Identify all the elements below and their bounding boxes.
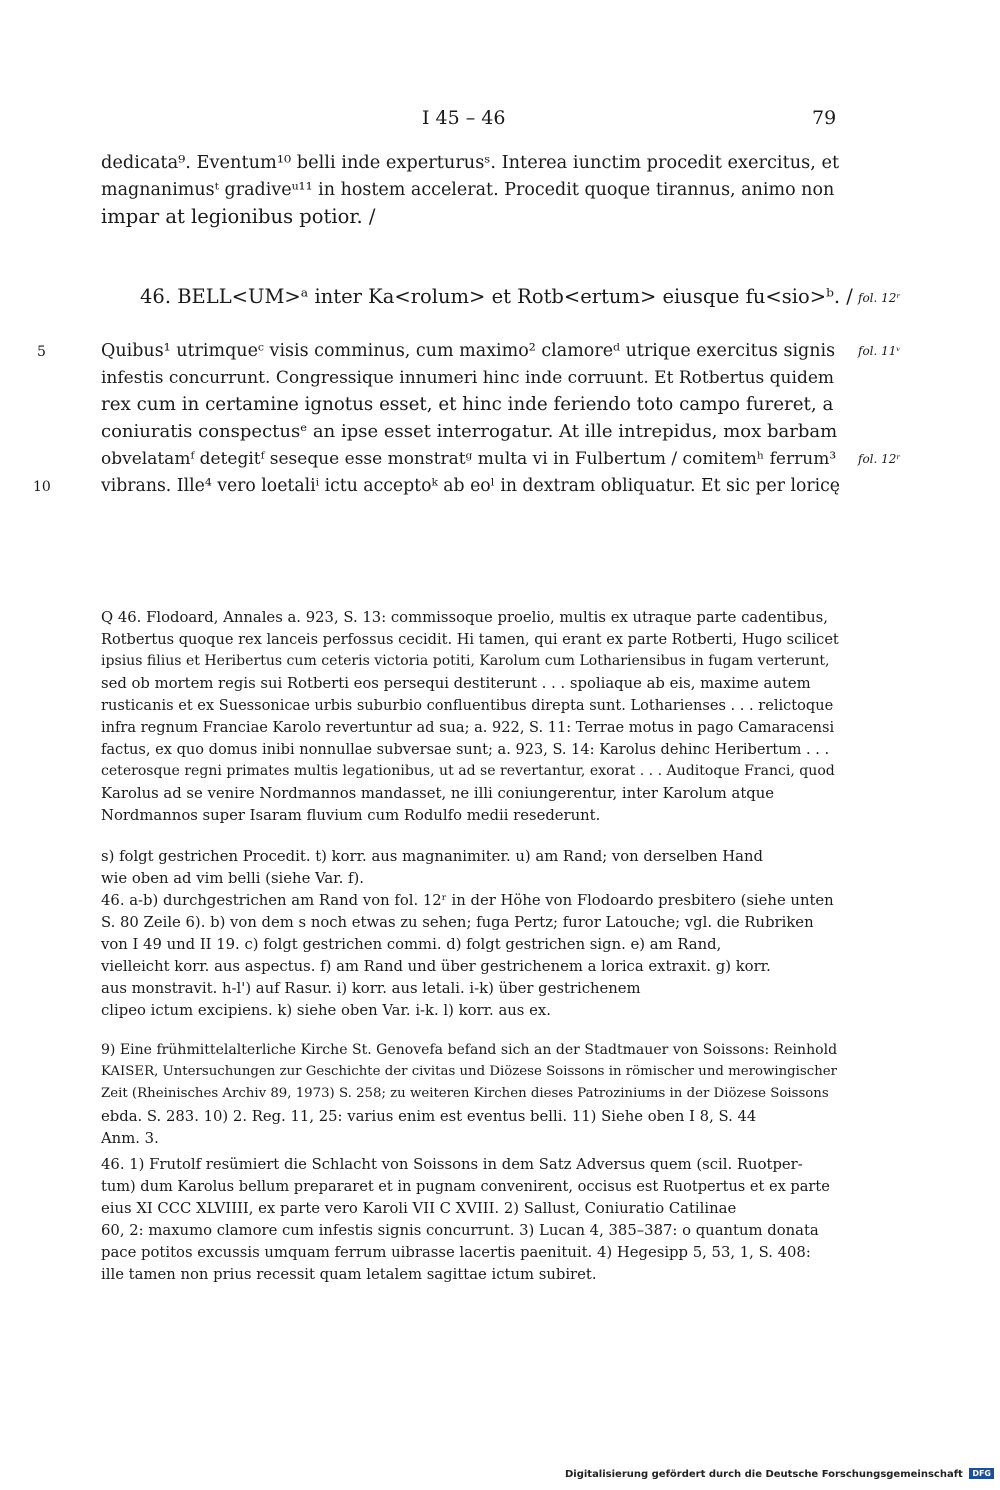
line-number: 5: [37, 344, 46, 360]
text-line: rex cum in certamine ignotus esset, et hinc inde feriendo toto campo fureret, a: [101, 394, 834, 415]
note-line: ebda. S. 283. 10) 2. Reg. 11, 25: varius enim est eventus belli. 11) Siehe oben I 8, S. 44: [101, 1108, 757, 1125]
text-line: dedicata⁹. Eventum¹⁰ belli inde experturusˢ. Interea iunctim procedit exercitus, et: [101, 153, 840, 173]
note-line: tum) dum Karolus bellum prepararet et in pugnam convenirent, occisus est Ruotpertus et ex parte: [101, 1178, 830, 1195]
variant-line: von I 49 und II 19. c) folgt gestrichen commi. d) folgt gestrichen sign. e) am Rand,: [101, 936, 722, 953]
text-line: impar at legionibus potior. /: [101, 205, 376, 228]
text-line: infestis concurrunt. Congressique innumeri hinc inde corruunt. Et Rotbertus quidem: [101, 368, 835, 388]
note-line: 9) Eine frühmittelalterliche Kirche St. Genovefa befand sich an der Stadtmauer von Soissons: Reinhold: [101, 1042, 838, 1058]
variant-line: s) folgt gestrichen Procedit. t) korr. aus magnanimiter. u) am Rand; von derselben Hand: [101, 848, 763, 865]
dfg-logo: DFG: [969, 1468, 994, 1479]
variant-line: clipeo ictum excipiens. k) siehe oben Var. i-k. l) korr. aus ex.: [101, 1002, 551, 1019]
text-line: Quibus¹ utrimqueᶜ visis comminus, cum maximo² clamoreᵈ utrique exercitus signis: [101, 341, 836, 361]
line-number: 10: [33, 479, 51, 495]
note-line: 46. 1) Frutolf resümiert die Schlacht von Soissons in dem Satz Adversus quem (scil. Ruotper-: [101, 1156, 803, 1173]
note-line: eius XI CCC XLVIIII, ex parte vero Karoli VII C XVIII. 2) Sallust, Coniuratio Catilinae: [101, 1200, 737, 1217]
text-line: obvelatamᶠ detegitᶠ seseque esse monstratᵍ multa vi in Fulbertum / comitemʰ ferrum³: [101, 449, 837, 469]
note-line: KAISER, Untersuchungen zur Geschichte der civitas und Diözese Soissons in römischer und merowingischer: [101, 1064, 837, 1079]
source-line: sed ob mortem regis sui Rotberti eos persequi destiterunt . . . spoliaque ab eis, maxime autem: [101, 675, 811, 692]
note-line: 60, 2: maxumo clamore cum infestis signis concurrunt. 3) Lucan 4, 385–387: o quantum donata: [101, 1222, 819, 1239]
folio-marker: fol. 11ᵛ: [858, 344, 901, 358]
variant-line: wie oben ad vim belli (siehe Var. f).: [101, 870, 364, 887]
source-line: factus, ex quo domus inibi nonnullae subversae sunt; a. 923, S. 14: Karolus dehinc Heribertum . . .: [101, 741, 830, 758]
folio-marker: fol. 12ʳ: [858, 452, 901, 466]
text-line: vibrans. Ille⁴ vero loetaliⁱ ictu acceptoᵏ ab eoˡ in dextram obliquatur. Et sic per loricę: [101, 476, 841, 496]
note-line: Zeit (Rheinisches Archiv 89, 1973) S. 258; zu weiteren Kirchen dieses Patroziniums in der Diözese Soissons: [101, 1086, 829, 1101]
source-line: infra regnum Franciae Karolo revertuntur ad sua; a. 922, S. 11: Terrae motus in pago Camaracensi: [101, 719, 835, 736]
source-line: Nordmannos super Isaram fluvium cum Rodulfo medii resederunt.: [101, 807, 601, 824]
source-line: Q 46. Flodoard, Annales a. 923, S. 13: commissoque proelio, multis ex utraque parte cadentibus,: [101, 609, 828, 626]
note-line: pace potitos excussis umquam ferrum uibrasse lacertis paenituit. 4) Hegesipp 5, 53, 1, S. 408:: [101, 1244, 811, 1261]
credit-text: Digitalisierung gefördert durch die Deutsche Forschungsgemeinschaft: [564, 1469, 963, 1480]
chapter-heading: 46. BELL<UM>ᵃ inter Ka<rolum> et Rotb<ertum> eiusque fu<sio>ᵇ. /: [140, 285, 853, 308]
variant-line: 46. a-b) durchgestrichen am Rand von fol. 12ʳ in der Höhe von Flodoardo presbitero (siehe unten: [101, 892, 834, 909]
folio-marker: fol. 12ʳ: [858, 291, 901, 305]
source-line: Karolus ad se venire Nordmannos mandasset, ne illi coniungerentur, inter Karolum atque: [101, 785, 775, 802]
source-line: ceterosque regni primates multis legationibus, ut ad se revertantur, exorat . . . Auditoque Franci, quod: [101, 763, 835, 779]
variant-line: vielleicht korr. aus aspectus. f) am Rand und über gestrichenem a lorica extraxit. g) korr.: [101, 958, 771, 975]
variant-line: S. 80 Zeile 6). b) von dem s noch etwas zu sehen; fuga Pertz; furor Latouche; vgl. die Rubriken: [101, 914, 814, 931]
text-line: magnanimusᵗ gradiveᵘ¹¹ in hostem accelerat. Procedit quoque tirannus, animo non: [101, 180, 835, 200]
running-head: I 45 – 46: [422, 107, 506, 129]
source-line: rusticanis et ex Suessonicae urbis suburbio confluentibus direpta sunt. Lotharienses . . . relictoque: [101, 697, 834, 714]
digitization-credit: [565, 1468, 994, 1480]
page-number: 79: [812, 107, 837, 129]
variant-line: aus monstravit. h-l') auf Rasur. i) korr. aus letali. i-k) über gestrichenem: [101, 980, 641, 997]
source-line: ipsius filius et Heribertus cum ceteris victoria potiti, Karolum cum Lothariensibus in fugam verterunt,: [101, 653, 830, 669]
note-line: Anm. 3.: [101, 1130, 159, 1147]
text-line: coniuratis conspectusᵉ an ipse esset interrogatur. At ille intrepidus, mox barbam: [101, 421, 838, 442]
source-line: Rotbertus quoque rex lanceis perfossus cecidit. Hi tamen, qui erant ex parte Rotberti, Hugo scilicet: [101, 631, 839, 648]
note-line: ille tamen non prius recessit quam letalem sagittae ictum subiret.: [101, 1266, 597, 1283]
